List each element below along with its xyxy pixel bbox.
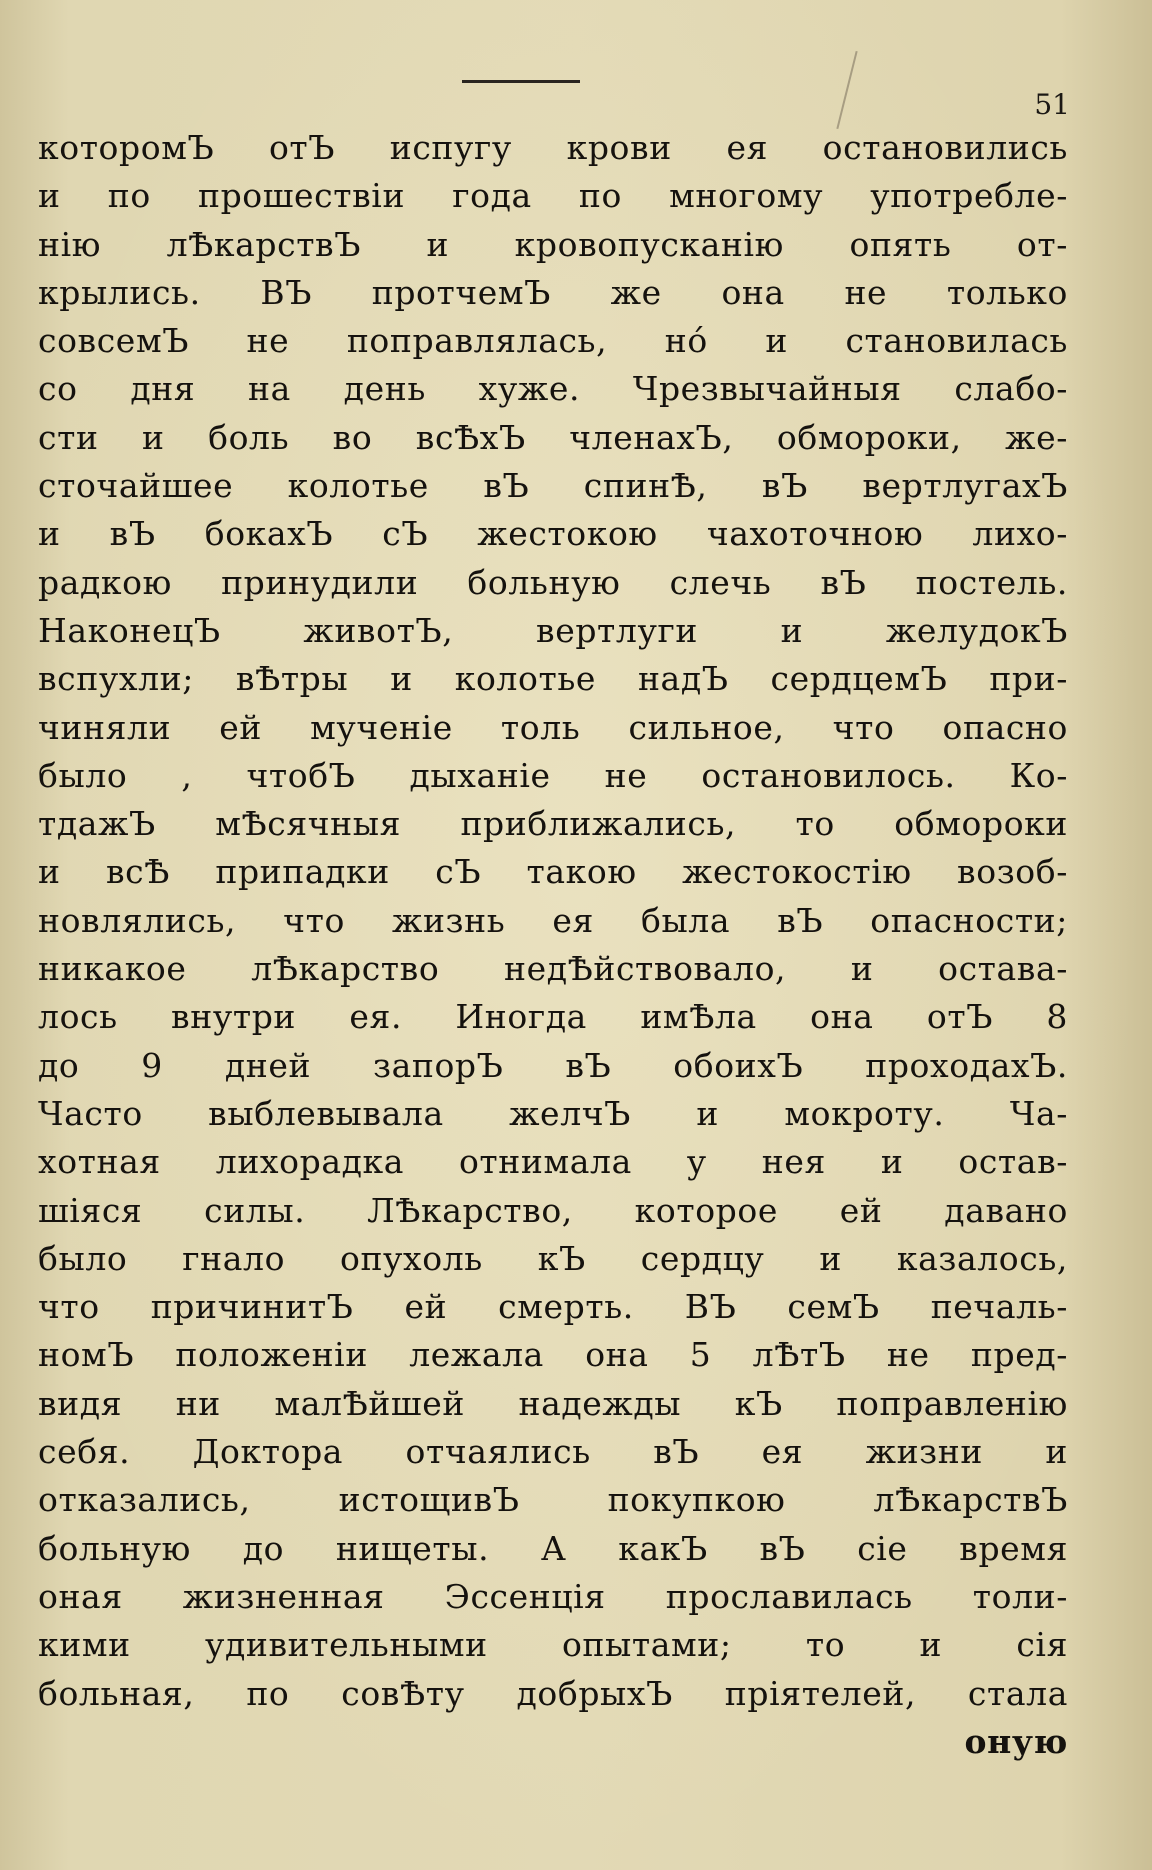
catchword: оную <box>964 1721 1068 1761</box>
text-line: и по прошествіи года по многому употребле- <box>38 176 1068 216</box>
text-line: отказались, истощивЪ покупкою лѢкарствЪ <box>38 1480 1068 1520</box>
text-line: было гнало опухоль кЪ сердцу и казалось, <box>38 1238 1068 1278</box>
page-crease <box>836 51 857 129</box>
text-line: нію лѢкарствЪ и кровопусканію опять от- <box>38 224 1068 264</box>
text-line: вспухли; вѢтры и колотье надЪ сердцемЪ при- <box>38 659 1068 699</box>
text-line: сти и боль во всѢхЪ членахЪ, обмороки, же- <box>38 417 1068 457</box>
text-line: Часто выблевывала желчЪ и мокроту. Ча- <box>38 1093 1068 1133</box>
text-line: было , чтобЪ дыханіе не остановилось. Ко- <box>38 755 1068 795</box>
text-line: номЪ положеніи лежала она 5 лѢтЪ не пред- <box>38 1335 1068 1375</box>
text-line: оная жизненная Эссенція прославилась толи- <box>38 1576 1068 1616</box>
text-line: сточайшее колотье вЪ спинѢ, вЪ вертлугахЪ <box>38 466 1068 506</box>
text-line: совсемЪ не поправлялась, но́ и становилась <box>38 321 1068 361</box>
body-text <box>38 124 1068 1766</box>
text-line: видя ни малѢйшей надежды кЪ поправленію <box>38 1383 1068 1423</box>
text-line: и вЪ бокахЪ сЪ жестокою чахоточною лихо- <box>38 514 1068 554</box>
text-line: которомЪ отЪ испугу крови ея остановились <box>38 128 1068 167</box>
text-line: хотная лихорадка отнимала у нея и остав- <box>38 1142 1068 1182</box>
text-line: больную до нищеты. А какЪ вЪ сіе время <box>38 1528 1068 1568</box>
text-line: чиняли ей мученіе толь сильное, что опасно <box>38 707 1068 747</box>
text-line: крылись. ВЪ протчемЪ же она не только <box>38 272 1068 312</box>
text-line: никакое лѢкарство недѢйствовало, и остава- <box>38 949 1068 989</box>
text-line: НаконецЪ животЪ, вертлуги и желудокЪ <box>38 610 1068 650</box>
text-line: и всѢ припадки сЪ такою жестокостію возоб- <box>38 852 1068 892</box>
page-number: 51 <box>1034 88 1070 121</box>
text-line: радкою принудили больную слечь вЪ постель. <box>38 562 1068 602</box>
header-rule <box>462 80 580 83</box>
text-line: что причинитЪ ей смерть. ВЪ семЪ печаль- <box>38 1287 1068 1327</box>
text-line: новлялись, что жизнь ея была вЪ опасности; <box>38 900 1068 940</box>
text-line: шіяся силы. ЛѢкарство, которое ей давано <box>38 1190 1068 1230</box>
text-line: тдажЪ мѢсячныя приближались, то обмороки <box>38 804 1068 844</box>
text-line: лось внутри ея. Иногда имѢла она отЪ 8 <box>38 997 1068 1037</box>
text-line: себя. Доктора отчаялись вЪ ея жизни и <box>38 1432 1068 1472</box>
text-line: со дня на день хуже. Чрезвычайныя слабо- <box>38 369 1068 409</box>
text-line: больная, по совѢту добрыхЪ пріятелей, стала <box>38 1673 1068 1713</box>
text-line: до 9 дней запорЪ вЪ обоихЪ проходахЪ. <box>38 1045 1068 1085</box>
text-line: кими удивительными опытами; то и сія <box>38 1625 1068 1665</box>
